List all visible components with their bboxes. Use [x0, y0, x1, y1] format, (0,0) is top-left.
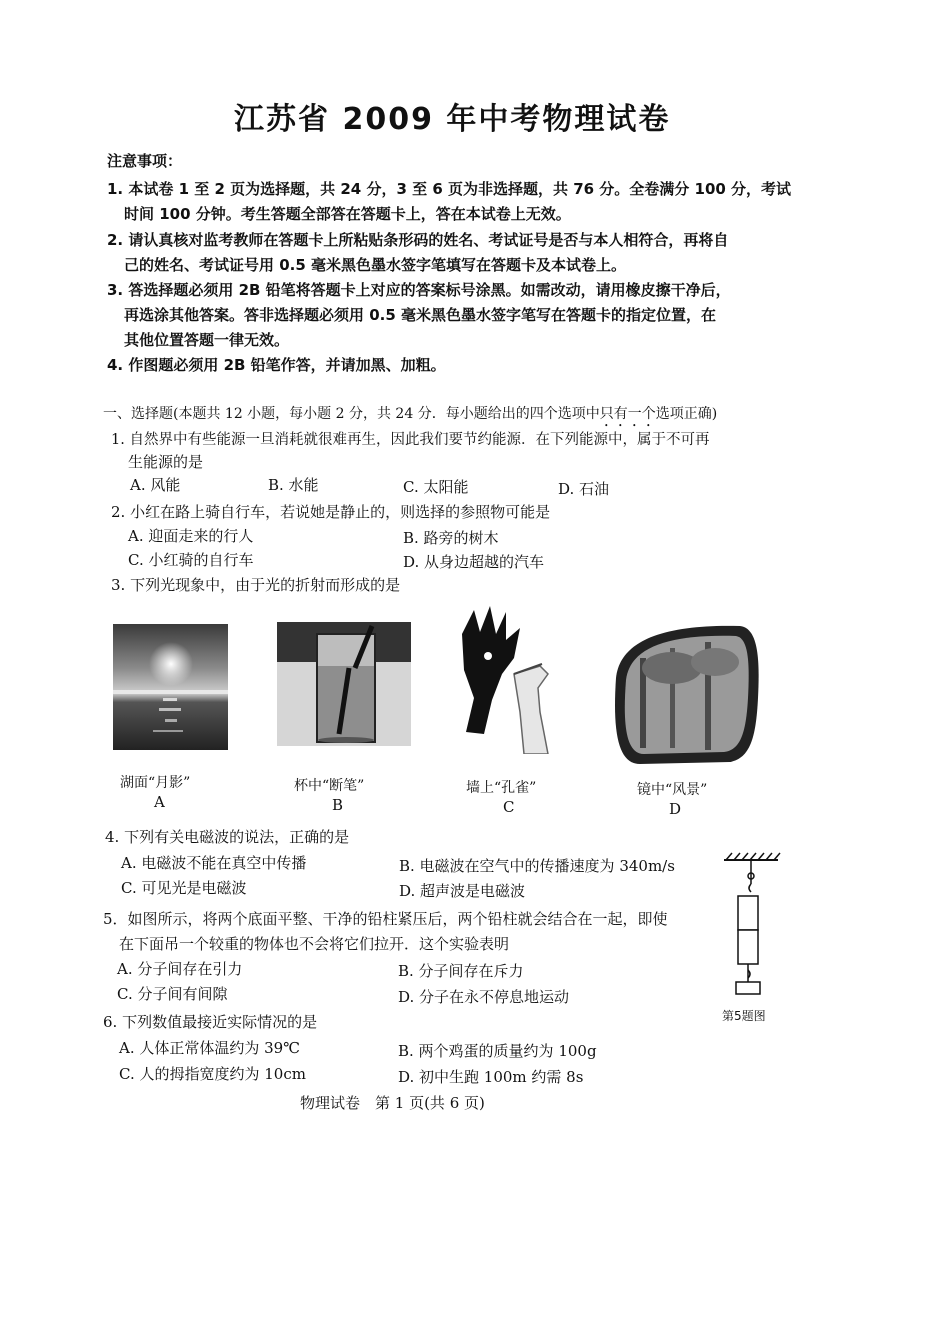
page-title: 江苏省 2009 年中考物理试卷: [234, 102, 671, 137]
car-mirror-photo: [610, 618, 760, 768]
page-footer: 物理试卷 第 1 页(共 6 页): [300, 1094, 485, 1112]
q6-option-c: C. 人的拇指宽度约为 10cm: [119, 1065, 306, 1083]
q6-option-b: B. 两个鸡蛋的质量约为 100g: [398, 1042, 597, 1060]
q6-option-d: D. 初中生跑 100m 约需 8s: [398, 1068, 584, 1086]
notice-line: 己的姓名、考试证号用 0.5 毫米黑色墨水签字笔填写在答题卡及本试卷上。: [124, 256, 627, 274]
notice-line: 时间 100 分钟。考生答题全部答在答题卡上，答在本试卷上无效。: [124, 205, 571, 223]
notice-line: 3. 答选择题必须用 2B 铅笔将答题卡上对应的答案标号涂黑。如需改动，请用橡皮擦干净后，: [107, 281, 731, 299]
notice-line: 4. 作图题必须用 2B 铅笔作答，并请加黑、加粗。: [107, 356, 446, 374]
question-2-stem: 2. 小红在路上骑自行车，若说她是静止的，则选择的参照物可能是: [111, 503, 551, 521]
q5-option-c: C. 分子间有间隙: [117, 985, 228, 1003]
q5-option-d: D. 分子在永不停息地运动: [398, 988, 570, 1006]
question-1-stem-cont: 生能源的是: [128, 453, 204, 471]
notice-line: 其他位置答题一律无效。: [124, 331, 290, 349]
q2-option-b: B. 路旁的树木: [403, 529, 499, 547]
caption-c: 墙上“孔雀”: [466, 780, 537, 796]
question-6-stem: 6. 下列数值最接近实际情况的是: [103, 1013, 318, 1031]
lake-moon-photo: [113, 624, 228, 750]
section-heading-text-end: 选项正确): [655, 406, 718, 422]
caption-a: 湖面“月影”: [120, 775, 191, 791]
q4-option-c: C. 可见光是电磁波: [121, 879, 247, 897]
glass-broken-pen-photo: [277, 622, 411, 746]
q2-option-d: D. 从身边超越的汽车: [403, 553, 545, 571]
notice-line: 2. 请认真核对监考教师在答题卡上所粘贴条形码的姓名、考试证号是否与本人相符合，再将自: [107, 231, 729, 249]
q2-option-c: C. 小红骑的自行车: [128, 551, 254, 569]
caption-b: 杯中“断笔”: [294, 778, 365, 794]
q5-option-a: A. 分子间存在引力: [117, 960, 243, 978]
caption-d: 镜中“风景”: [637, 782, 708, 798]
notice-line: 1. 本试卷 1 至 2 页为选择题，共 24 分，3 至 6 页为非选择题，共 76 分。全卷满分 100 分，考试: [107, 180, 792, 198]
q1-option-c: C. 太阳能: [403, 478, 469, 496]
question-5-stem-cont: 在下面吊一个较重的物体也不会将它们拉开．这个实验表明: [119, 935, 510, 953]
q1-option-d: D. 石油: [558, 480, 610, 498]
section-heading: [103, 403, 717, 430]
letter-d: D: [669, 800, 682, 818]
q2-option-a: A. 迎面走来的行人: [128, 527, 254, 545]
q4-option-a: A. 电磁波不能在真空中传播: [121, 854, 307, 872]
q4-option-b: B. 电磁波在空气中的传播速度为 340m/s: [399, 857, 675, 875]
question-5-stem: 5．如图所示，将两个底面平整、干净的铅柱紧压后，两个铅柱就会结合在一起，即使: [103, 910, 668, 928]
question-4-stem: 4. 下列有关电磁波的说法，正确的是: [105, 828, 350, 846]
letter-a: A: [154, 793, 165, 811]
q1-option-b: B. 水能: [268, 476, 319, 494]
q4-option-d: D. 超声波是电磁波: [399, 882, 526, 900]
lead-cylinder-figure: [722, 852, 782, 1002]
letter-c: C: [503, 798, 515, 816]
q5-option-b: B. 分子间存在斥力: [398, 962, 524, 980]
question-1-stem: 1. 自然界中有些能源一旦消耗就很难再生，因此我们要节约能源．在下列能源中，属于不可再: [111, 432, 710, 448]
q6-option-a: A. 人体正常体温约为 39℃: [119, 1039, 301, 1057]
q1-option-a: A. 风能: [130, 476, 181, 494]
section-heading-text: 一、选择题(本题共 12 小题，每小题 2 分，共 24 分．每小题给出的四个选项中: [103, 406, 600, 422]
figure-5-caption: 第5题图: [722, 1009, 766, 1023]
hand-shadow-photo: [444, 604, 572, 754]
notice-line: 再选涂其他答案。答非选择题必须用 0.5 毫米黑色墨水签字笔写在答题卡的指定位置，在: [124, 306, 717, 324]
section-heading-emphasis: 只有一个: [599, 406, 656, 422]
letter-b: B: [332, 796, 344, 814]
notice-heading: 注意事项：: [107, 152, 183, 170]
question-3-stem: 3. 下列光现象中，由于光的折射而形成的是: [111, 576, 401, 594]
